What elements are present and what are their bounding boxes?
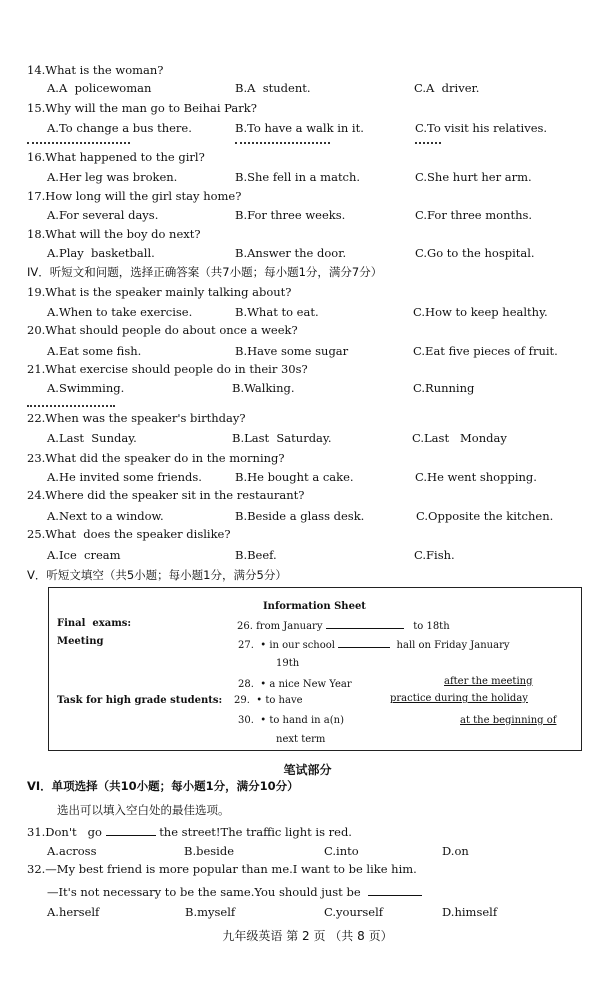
q16-stem: 16.What happened to the girl? xyxy=(27,150,205,164)
q26-prefix: 26. from January xyxy=(237,621,323,632)
q31-option-a: A.across xyxy=(47,844,97,858)
q22-stem: 22.When was the speaker's birthday? xyxy=(27,411,246,425)
q20-option-b: B.Have some sugar xyxy=(235,344,349,358)
section-v-heading: V．听短文填空（共5小题；每小题1分，满分5分） xyxy=(27,568,287,582)
q31-blank[interactable] xyxy=(106,824,156,836)
q14-option-a: A.A policewoman xyxy=(47,81,152,95)
q24-stem: 24.Where did the speaker sit in the restaurant? xyxy=(27,488,305,502)
q31-option-c: C.into xyxy=(324,844,359,858)
q32-option-a: A.herself xyxy=(47,905,100,919)
q17-option-b: B.For three weeks. xyxy=(235,208,346,222)
written-part-title: 笔试部分 xyxy=(283,763,332,777)
scan-dots xyxy=(27,405,115,407)
q18-option-c: C.Go to the hospital. xyxy=(415,246,535,260)
q27-suffix: hall on Friday January xyxy=(396,640,510,651)
info-sheet-title: Information Sheet xyxy=(263,601,366,612)
page-footer: 九年级英语 第 2 页 （共 8 页） xyxy=(222,929,393,943)
q15-option-c: C.To visit his relatives. xyxy=(415,121,548,135)
q32-option-d: D.himself xyxy=(442,905,498,919)
q19-option-c: C.How to keep healthy. xyxy=(413,305,548,319)
q31-option-b: B.beside xyxy=(184,844,235,858)
q22-option-b: B.Last Saturday. xyxy=(232,431,332,445)
q30-text: 30. • to hand in a(n) xyxy=(238,715,345,726)
q24-option-c: C.Opposite the kitchen. xyxy=(416,509,554,523)
q19-stem: 19.What is the speaker mainly talking about? xyxy=(27,285,292,299)
q28-text: 28. • a nice New Year xyxy=(238,679,352,690)
q26-text xyxy=(237,617,450,633)
q14-option-c: C.A driver. xyxy=(414,81,480,95)
q31-stem xyxy=(27,824,352,839)
q19-option-b: B.What to eat. xyxy=(235,305,319,319)
q23-option-b: B.He bought a cake. xyxy=(235,470,354,484)
q23-option-a: A.He invited some friends. xyxy=(47,470,202,484)
q32-stem: 32.—My best friend is more popular than me.I want to be like him. xyxy=(27,862,417,876)
q25-option-c: C.Fish. xyxy=(414,548,455,562)
q27-prefix: 27. • in our school xyxy=(238,640,335,651)
q32-blank[interactable] xyxy=(368,884,422,896)
q15-option-a: A.To change a bus there. xyxy=(47,121,192,135)
q27-line2: 19th xyxy=(276,658,300,669)
q20-option-c: C.Eat five pieces of fruit. xyxy=(413,344,558,358)
final-exams-label: Final exams: xyxy=(57,618,132,629)
q14-stem: 14.What is the woman? xyxy=(27,63,164,77)
q28-note: after the meeting xyxy=(444,676,533,687)
q19-option-a: A.When to take exercise. xyxy=(47,305,193,319)
q22-option-a: A.Last Sunday. xyxy=(47,431,137,445)
q17-option-a: A.For several days. xyxy=(47,208,159,222)
q26-suffix: to 18th xyxy=(413,621,450,632)
q31-option-d: D.on xyxy=(442,844,469,858)
section-vi-instruction: 选出可以填入空白处的最佳选项。 xyxy=(57,803,230,817)
task-label: Task for high grade students: xyxy=(57,695,223,706)
scan-dots xyxy=(27,142,130,144)
q22-option-c: C.Last Monday xyxy=(412,431,507,445)
q30-line2: next term xyxy=(276,734,326,745)
q29-text: 29. • to have xyxy=(234,695,303,706)
q25-option-a: A.Ice cream xyxy=(47,548,121,562)
q23-stem: 23.What did the speaker do in the morning? xyxy=(27,451,285,465)
q16-option-a: A.Her leg was broken. xyxy=(47,170,178,184)
scan-dots xyxy=(415,142,441,144)
q15-stem: 15.Why will the man go to Beihai Park? xyxy=(27,101,257,115)
q29-note: practice during the holiday xyxy=(390,693,528,704)
q32-line2 xyxy=(47,884,422,899)
q18-option-a: A.Play basketball. xyxy=(47,246,155,260)
q32-option-c: C.yourself xyxy=(324,905,384,919)
q24-option-b: B.Beside a glass desk. xyxy=(235,509,365,523)
q17-option-c: C.For three months. xyxy=(415,208,533,222)
q31-stem-suffix: the street!The traffic light is red. xyxy=(159,825,352,839)
q16-option-c: C.She hurt her arm. xyxy=(415,170,532,184)
q18-stem: 18.What will the boy do next? xyxy=(27,227,201,241)
q18-option-b: B.Answer the door. xyxy=(235,246,347,260)
q30-note: at the beginning of xyxy=(460,715,557,726)
q32-option-b: B.myself xyxy=(185,905,236,919)
q26-blank[interactable] xyxy=(326,617,404,629)
q21-option-c: C.Running xyxy=(413,381,475,395)
q21-option-a: A.Swimming. xyxy=(47,381,125,395)
information-sheet-box xyxy=(48,587,582,751)
q14-option-b: B.A student. xyxy=(235,81,311,95)
q24-option-a: A.Next to a window. xyxy=(47,509,164,523)
q17-stem: 17.How long will the girl stay home? xyxy=(27,189,242,203)
section-iv-heading: IV．听短文和问题，选择正确答案（共7小题；每小题1分，满分7分） xyxy=(27,265,383,279)
q32-line2-text: —It's not necessary to be the same.You should just be xyxy=(47,885,361,899)
q27-text xyxy=(238,636,510,652)
q25-stem: 25.What does the speaker dislike? xyxy=(27,527,231,541)
section-vi-heading: VI．单项选择（共10小题；每小题1分，满分10分） xyxy=(27,779,299,793)
q20-stem: 20.What should people do about once a week? xyxy=(27,323,298,337)
q21-stem: 21.What exercise should people do in their 30s? xyxy=(27,362,308,376)
q27-blank[interactable] xyxy=(338,636,390,648)
q16-option-b: B.She fell in a match. xyxy=(235,170,361,184)
q15-option-b: B.To have a walk in it. xyxy=(235,121,364,135)
q20-option-a: A.Eat some fish. xyxy=(47,344,142,358)
scan-dots xyxy=(235,142,330,144)
meeting-label: Meeting xyxy=(57,636,104,647)
q21-option-b: B.Walking. xyxy=(232,381,295,395)
q25-option-b: B.Beef. xyxy=(235,548,277,562)
q23-option-c: C.He went shopping. xyxy=(415,470,537,484)
q31-stem-prefix: 31.Don't go xyxy=(27,825,102,839)
